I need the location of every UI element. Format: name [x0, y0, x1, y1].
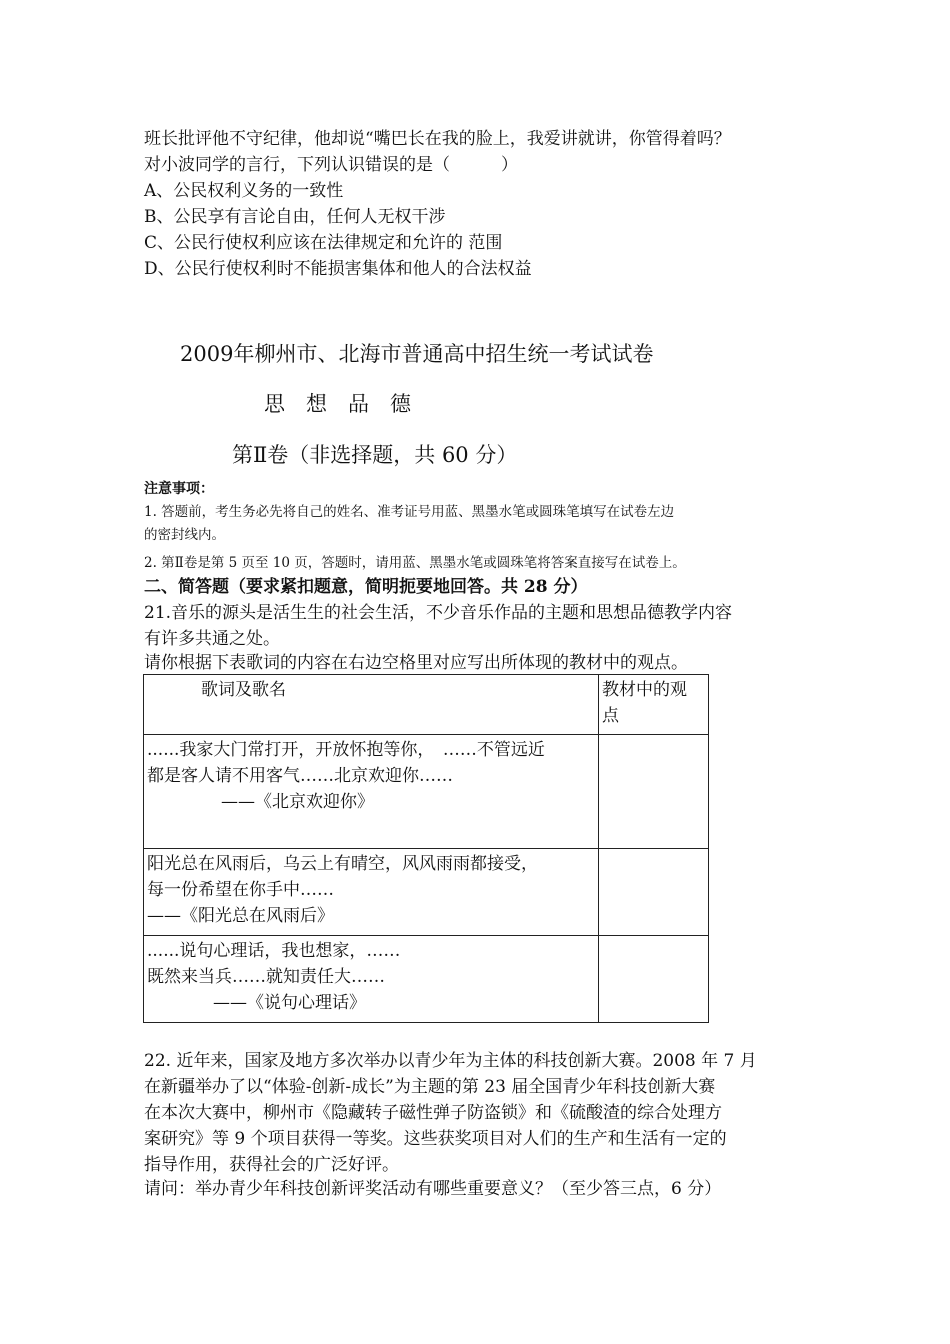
q22-text-line: 指导作用，获得社会的广泛好评。: [144, 1155, 399, 1175]
option-c: C、公民行使权利应该在法律规定和允许的 范围: [144, 233, 503, 253]
table-header-row: [144, 675, 709, 735]
song-title: ——《阳光总在风雨后》: [147, 906, 334, 926]
table-row: [144, 936, 709, 1023]
answer-cell[interactable]: [599, 849, 709, 936]
lyrics-line: 每一份希望在你手中……: [147, 880, 334, 900]
q21-text-line: 有许多共通之处。: [144, 629, 280, 649]
answer-cell[interactable]: [599, 735, 709, 849]
header-view-label: 点: [602, 706, 619, 726]
table-row: [144, 849, 709, 936]
section-heading: [144, 574, 588, 600]
q21-text-line: 21.音乐的源头是活生生的社会生活，不少音乐作品的主题和思想品德教学内容: [144, 603, 733, 623]
notice-item: 1. 答题前，考生务必先将自己的姓名、准考证号用蓝、黑墨水笔或圆珠笔填写在试卷左边: [144, 504, 675, 520]
q21-text-line: 请你根据下表歌词的内容在右边空格里对应写出所体现的教材中的观点。: [144, 653, 688, 673]
volume-title: 第Ⅱ卷（非选择题，共 60 分）: [232, 443, 518, 467]
notice-item: 2. 第Ⅱ卷是第 5 页至 10 页，答题时，请用蓝、黑墨水笔或圆珠笔将答案直接写在试卷上。: [144, 555, 686, 571]
table-row: [144, 735, 709, 849]
section-instruction: 要求紧扣题意，简明扼要地回答。共 28 分）: [246, 577, 588, 597]
lyrics-cell: [144, 936, 599, 1023]
header-lyrics-label: 歌词及歌名: [201, 680, 286, 700]
lyrics-cell: [144, 735, 599, 849]
q22-text-line: 案研究》等 9 个项目获得一等奖。这些获奖项目对人们的生产和生活有一定的: [144, 1129, 727, 1149]
subject-title: 思 想 品 德: [264, 392, 411, 416]
lyrics-table: [143, 674, 709, 1023]
header-lyrics-cell: [144, 675, 599, 735]
lyrics-line: ......说句心理话，我也想家，……: [147, 941, 401, 961]
q22-text-line: 22. 近年来，国家及地方多次举办以青少年为主体的科技创新大赛。2008 年 7 月: [144, 1051, 757, 1071]
header-view-label: 教材中的观: [602, 680, 687, 700]
song-title: ——《北京欢迎你》: [221, 792, 374, 812]
song-title: ——《说句心理话》: [213, 993, 366, 1013]
lyrics-line: 都是客人请不用客气……北京欢迎你……: [147, 766, 453, 786]
notice-heading: 注意事项：: [144, 481, 214, 497]
option-b: B、公民享有言论自由，任何人无权干涉: [144, 207, 446, 227]
lyrics-line: 阳光总在风雨后，乌云上有晴空，风风雨雨都接受，: [147, 854, 538, 874]
q22-text-line: 在本次大赛中，柳州市《隐藏转子磁性弹子防盗锁》和《硫酸渣的综合处理方: [144, 1103, 722, 1123]
lyrics-cell: [144, 849, 599, 936]
header-view-cell: [599, 675, 709, 735]
question-text-line: 对小波同学的言行，下列认识错误的是（ ）: [144, 155, 518, 175]
exam-title: 2009年柳州市、北海市普通高中招生统一考试试卷: [180, 342, 654, 366]
option-a: A、公民权利义务的一致性: [144, 181, 344, 201]
option-d: D、公民行使权利时不能损害集体和他人的合法权益: [144, 259, 532, 279]
question-text-line: 班长批评他不守纪律，他却说“嘴巴长在我的脸上，我爱讲就讲，你管得着吗？: [144, 129, 731, 149]
section-label: 二、简答题（: [144, 577, 246, 597]
answer-cell[interactable]: [599, 936, 709, 1023]
lyrics-line: ......我家大门常打开，开放怀抱等你， ……不管远近: [147, 740, 545, 760]
lyrics-line: 既然来当兵……就知责任大……: [147, 967, 385, 987]
q22-text-line: 请问：举办青少年科技创新评奖活动有哪些重要意义？（至少答三点，6 分）: [144, 1179, 722, 1199]
q22-text-line: 在新疆举办了以“体验-创新-成长”为主题的第 23 届全国青少年科技创新大赛: [144, 1077, 716, 1097]
notice-item: 的密封线内。: [144, 527, 225, 543]
